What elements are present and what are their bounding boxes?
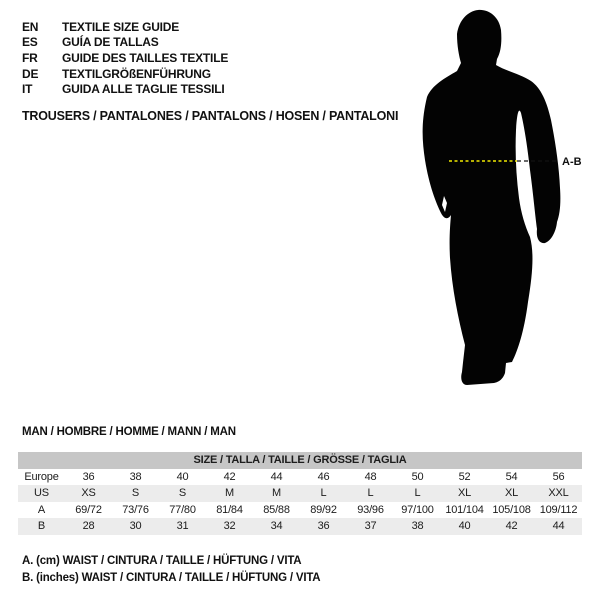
language-code: ES [22, 35, 38, 50]
cell: 31 [159, 518, 206, 535]
cell: 97/100 [401, 503, 434, 516]
language-title: TEXTILGRÖßENFÜHRUNG [62, 66, 211, 81]
cell: 40 [441, 518, 488, 535]
cell: 37 [347, 518, 394, 535]
section-title-man: MAN / HOMBRE / HOMME / MANN / MAN [22, 426, 236, 438]
language-title: GUIDE DES TAILLES TEXTILE [62, 50, 229, 65]
row-label: B [18, 518, 65, 535]
cell: 38 [394, 518, 441, 535]
table-row-b-inches [18, 518, 582, 535]
language-code: FR [22, 50, 38, 65]
cell: 69/72 [75, 503, 102, 516]
footnotes [22, 553, 320, 586]
language-row-fr [22, 50, 228, 66]
cell: 73/76 [122, 503, 149, 516]
row-label: A [37, 503, 46, 516]
cell: S [159, 485, 206, 502]
language-row-en [22, 19, 228, 35]
language-code: IT [22, 82, 33, 97]
language-title: TEXTILE SIZE GUIDE [62, 19, 180, 34]
cell: 30 [112, 518, 159, 535]
cell: 50 [411, 470, 424, 483]
row-label: Europe [24, 470, 59, 483]
cell: 46 [317, 470, 330, 483]
cell: 81/84 [216, 503, 243, 516]
cell: 93/96 [357, 503, 384, 516]
language-title: GUIDA ALLE TAGLIE TESSILI [62, 82, 225, 97]
cell: 52 [458, 470, 471, 483]
cell: L [347, 485, 394, 502]
cell: 34 [253, 518, 300, 535]
cell: 38 [129, 470, 142, 483]
cell: 40 [176, 470, 189, 483]
language-code: EN [22, 19, 39, 34]
cell: 85/88 [263, 503, 290, 516]
cell: XL [488, 485, 535, 502]
cell: XL [441, 485, 488, 502]
cell: M [206, 485, 253, 502]
cell: 44 [270, 470, 283, 483]
cell: 101/104 [445, 503, 484, 516]
table-row-a-cm [18, 502, 582, 519]
cell: XS [65, 485, 112, 502]
cell: L [394, 485, 441, 502]
cell: 89/92 [310, 503, 337, 516]
language-code: DE [22, 66, 39, 81]
waist-measure-label: A-B [562, 156, 582, 168]
language-row-de [22, 66, 228, 82]
table-row-europe [18, 469, 582, 486]
language-list [22, 19, 228, 97]
cell: 109/112 [539, 503, 578, 516]
man-silhouette-figure [400, 0, 600, 420]
man-silhouette-icon [400, 0, 600, 420]
language-title: GUÍA DE TALLAS [62, 35, 159, 50]
cell: 105/108 [492, 503, 531, 516]
cell: 48 [364, 470, 377, 483]
cell: S [112, 485, 159, 502]
size-table-header: SIZE / TALLA / TAILLE / GRÖSSE / TAGLIA [18, 452, 582, 469]
cell: L [300, 485, 347, 502]
cell: 28 [65, 518, 112, 535]
footnote-a-cm: A. (cm) WAIST / CINTURA / TAILLE / HÜFTUNG / VITA [22, 555, 302, 567]
language-row-it [22, 81, 228, 97]
cell: 32 [206, 518, 253, 535]
cell: 44 [535, 518, 582, 535]
cell: 36 [82, 470, 95, 483]
cell: 42 [488, 518, 535, 535]
cell: 56 [552, 470, 565, 483]
row-label: US [18, 485, 65, 502]
footnote-b-inches: B. (inches) WAIST / CINTURA / TAILLE / HÜFTUNG / VITA [22, 571, 321, 584]
cell: 42 [223, 470, 236, 483]
cell: 77/80 [169, 503, 196, 516]
size-table-header-row [18, 452, 582, 469]
language-row-es [22, 35, 228, 51]
cell: 54 [505, 470, 518, 483]
cell: M [253, 485, 300, 502]
cell: 36 [300, 518, 347, 535]
category-title: TROUSERS / PANTALONES / PANTALONS / HOSEN / PANTALONI [22, 109, 399, 123]
size-table [18, 452, 582, 535]
cell: XXL [535, 485, 582, 502]
table-row-us [18, 485, 582, 502]
